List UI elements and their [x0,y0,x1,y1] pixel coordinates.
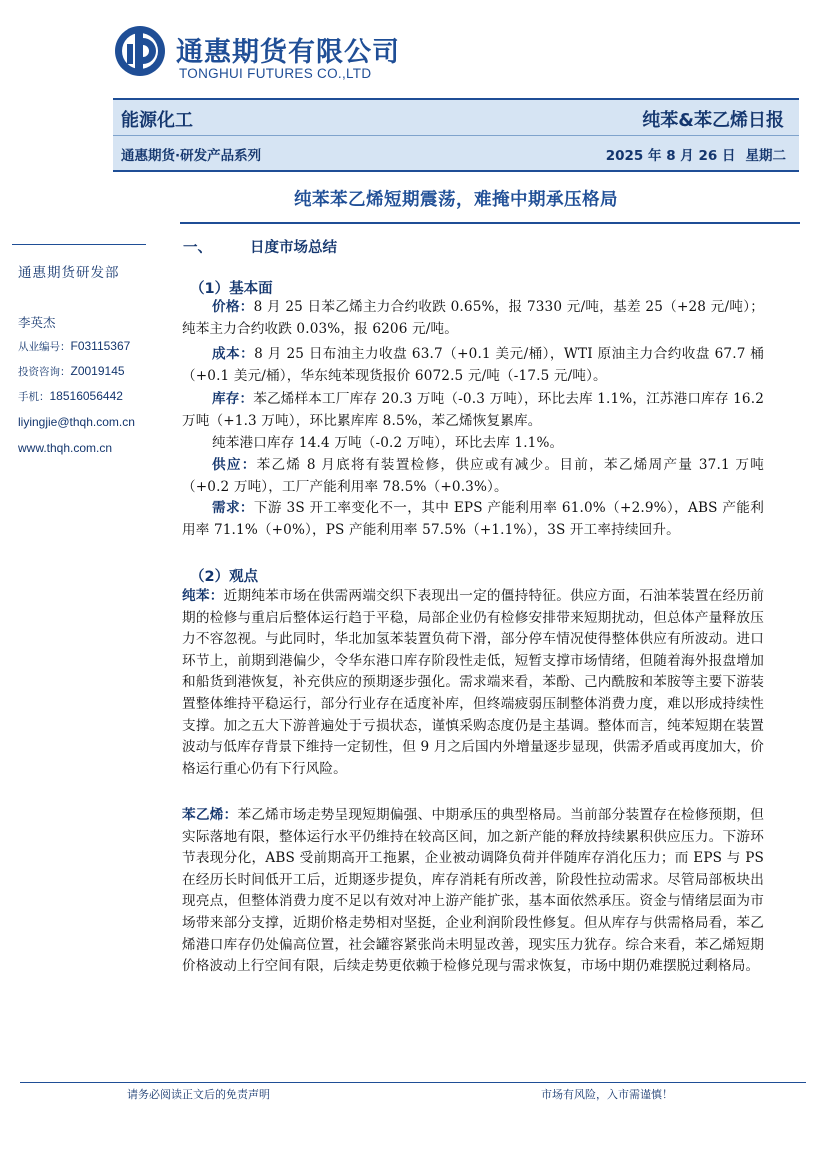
price-text: 8 月 25 日苯乙烯主力合约收跌 0.65%，报 7330 元/吨，基差 25（+28 元/吨）；纯苯主力合约收跌 0.03%，报 6206 元/吨。 [182,299,765,337]
tonghui-logo-icon [113,24,167,78]
advisory-row [18,364,125,379]
sector-label: 能源化工 [121,110,193,131]
footer-rule [20,1082,806,1083]
cost-text: 8 月 25 日布油主力收盘 63.7（+0.1 美元/桶），WTI 原油主力合约收盘 67.7 桶（+0.1 美元/桶），华东纯苯现货报价 6072.5 元/吨（-17.5 元/吨）。 [182,346,764,384]
banner-divider [113,135,799,136]
disclaimer-note: 请务必阅读正文后的免责声明 [127,1088,270,1101]
benzene-text: 近期纯苯市场在供需两端交织下表现出一定的僵持特征。供应方面，石油苯装置在经历前期的检修与重启后整体运行趋于平稳，局部企业仍有检修安排带来短期扰动，但总体产量释放压力不容忽视。与此同时，华北加氢苯装置负荷下滑，部分停车情况使得整体供应有所波动。进口环节上，前期到港偏少，令华东港口库存阶段性走低，短暂支撑市场情绪，但随着海外报盘增加和船货到港恢复，补充供应的预期逐步强化。需求端来看，苯酚、己内酰胺和苯胺等主要下游装置整体维持平稳运行，部分行业存在适度补库，但终端疲弱压制整体消费力度，难以形成持续性支撑。加之五大下游普遍处于亏损状态，谨慎采购态度仍是主基调。整体而言，纯苯短期在装置波动与低库存背景下维持一定韧性，但 9 月之后国内外增量逐步显现，供需矛盾或再度加大，价格运行重心仍有下行风险。 [182,588,764,777]
styrene-view-paragraph [182,805,764,978]
headline-rule [180,222,800,224]
supply-label: 供应： [212,457,257,473]
phone-row [18,389,123,404]
company-name-cn: 通惠期货有限公司 [176,37,400,68]
inventory-paragraph [182,389,764,432]
license-row [18,339,130,354]
subsection-fundamentals: （1）基本面 [190,281,273,297]
banner-top-rule [113,98,799,100]
demand-label: 需求： [212,500,254,516]
company-name-en: TONGHUI FUTURES CO.,LTD [179,66,372,81]
inventory-text: 苯乙烯样本工厂库存 20.3 万吨（-0.3 万吨），环比去库 1.1%，江苏港口库存 16.2 万吨（+1.3 万吨），环比累库库 8.5%，苯乙烯恢复累库。 [182,391,764,429]
section-heading [183,236,337,257]
price-paragraph [182,297,764,340]
sidebar-rule [12,244,146,245]
inventory-paragraph-2: 纯苯港口库存 14.4 万吨（-0.2 万吨），环比去库 1.1%。 [212,435,564,451]
date-text: 2025 年 8 月 26 日 [605,148,736,164]
risk-note: 市场有风险，入市需谨慎！ [541,1088,673,1101]
analyst-name: 李英杰 [18,315,56,330]
cost-label: 成本： [212,346,255,362]
advisory-number: Z0019145 [70,364,125,378]
demand-paragraph [182,498,764,541]
report-title: 纯苯&苯乙烯日报 [642,110,784,131]
phone-number: 18516056442 [49,389,123,403]
analyst-email[interactable]: liyingjie@thqh.com.cn [18,415,135,429]
report-date [606,144,786,164]
banner-bottom-rule [113,170,799,172]
benzene-label: 纯苯： [182,588,224,604]
subsection-views: （2）观点 [190,569,259,585]
license-number: F03115367 [70,339,131,353]
styrene-label: 苯乙烯： [182,807,238,823]
license-label: 从业编号： [18,341,71,353]
styrene-text: 苯乙烯市场走势呈现短期偏强、中期承压的典型格局。当前部分装置存在检修预期，但实际落地有限，整体运行水平仍维持在较高区间，加之新产能的释放持续累积供应压力。下游环节表现分化，ABS 受前期高开工拖累，企业被动调降负荷并伴随库存消化压力；而 EPS 与 PS 在经历长时间低开工后，近期逐步提负，库存消耗有所改善，阶段性拉动需求。尽管局部板块出现亮点，但整体消费力度不足以有效对冲上游产能扩张，基本面依然承压。资金与情绪层面为市场带来部分支撑，近期价格走势相对坚挺，企业利润阶段性修复。但从库存与供需格局看，苯乙烯港口库存仍处偏高位置，社会罐容紧张尚未明显改善，现实压力犹存。综合来看，苯乙烯短期价格波动上行空间有限，后续走势更依赖于检修兑现与需求恢复，市场中期仍难摆脱过剩格局。 [182,807,764,975]
page-headline: 纯苯苯乙烯短期震荡，难掩中期承压格局 [294,190,618,210]
phone-label: 手机： [18,391,50,403]
weekday-text: 星期二 [745,148,786,164]
demand-text: 下游 3S 开工率变化不一，其中 EPS 产能利用率 61.0%（+2.9%），ABS 产能利用率 71.1%（+0%），PS 产能利用率 57.5%（+1.1%），3S 开工率持续回升。 [182,500,764,538]
section-title: 日度市场总结 [250,240,337,256]
series-label: 通惠期货·研发产品系列 [121,148,262,164]
cost-paragraph [182,344,764,387]
inventory-label: 库存： [212,391,254,407]
section-number: 一、 [183,240,212,256]
advisory-label: 投资咨询： [18,366,71,378]
supply-text: 苯乙烯 8 月底将有装置检修，供应或有减少。目前，苯乙烯周产量 37.1 万吨（+0.2 万吨），工厂产能利用率 78.5%（+0.3%）。 [182,457,764,495]
supply-paragraph [182,455,764,498]
benzene-view-paragraph [182,586,764,780]
price-label: 价格： [212,299,254,315]
sidebar-dept: 通惠期货研发部 [18,265,120,281]
company-website[interactable]: www.thqh.com.cn [18,441,113,455]
